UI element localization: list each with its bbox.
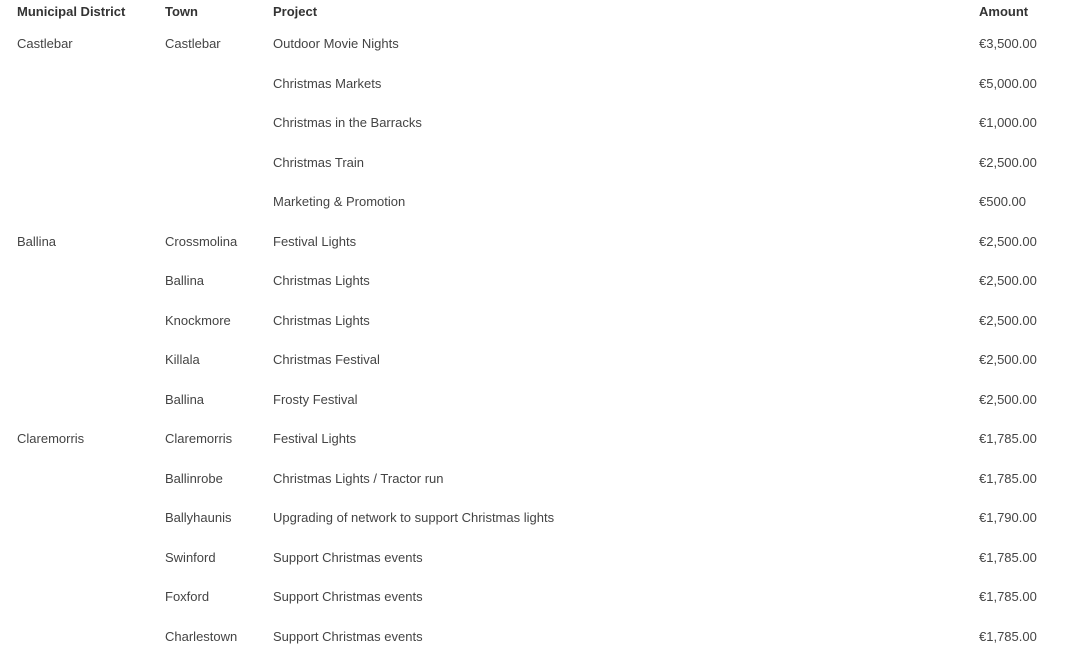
table-row: [0, 24, 1089, 64]
cell-amount: €1,785.00: [979, 589, 1037, 605]
cell-town: Ballina: [165, 391, 205, 407]
cell-project: Support Christmas events: [273, 589, 423, 605]
cell-town: Ballinrobe: [165, 470, 223, 486]
cell-project: Christmas Markets: [273, 75, 382, 91]
cell-amount: €2,500.00: [979, 273, 1037, 289]
cell-project: Festival Lights: [273, 431, 357, 447]
cell-amount: €1,785.00: [979, 628, 1037, 644]
cell-project: Support Christmas events: [273, 549, 423, 565]
cell-municipal-district: [0, 577, 165, 617]
table-row: [0, 143, 1089, 183]
cell-town: Claremorris: [165, 431, 233, 447]
header-amount: Amount: [979, 3, 1029, 19]
table-header-row: [0, 0, 1089, 24]
cell-municipal-district: Castlebar: [17, 36, 73, 52]
cell-project: Marketing & Promotion: [273, 194, 406, 210]
cell-project: Christmas in the Barracks: [273, 115, 422, 131]
cell-amount: €2,500.00: [979, 391, 1037, 407]
table-row: [0, 261, 1089, 301]
cell-municipal-district: [0, 261, 165, 301]
table-row: [0, 340, 1089, 380]
cell-project: Christmas Festival: [273, 352, 380, 368]
cell-town: Swinford: [165, 549, 216, 565]
table-row: [0, 301, 1089, 341]
cell-municipal-district: [0, 182, 165, 222]
cell-project: Christmas Lights / Tractor run: [273, 470, 444, 486]
cell-amount: €3,500.00: [979, 36, 1037, 52]
cell-municipal-district: Claremorris: [17, 431, 85, 447]
cell-town: Killala: [165, 352, 200, 368]
cell-town: Castlebar: [165, 36, 221, 52]
cell-municipal-district: [0, 301, 165, 341]
cell-municipal-district: [0, 617, 165, 657]
cell-town: Knockmore: [165, 312, 231, 328]
cell-town: [165, 64, 273, 104]
cell-amount: €2,500.00: [979, 154, 1037, 170]
header-town: Town: [165, 3, 198, 19]
table-row: [0, 222, 1089, 262]
cell-municipal-district: [0, 538, 165, 578]
cell-municipal-district: [0, 380, 165, 420]
cell-project: Outdoor Movie Nights: [273, 36, 399, 52]
cell-amount: €5,000.00: [979, 75, 1037, 91]
table-row: [0, 498, 1089, 538]
cell-project: Frosty Festival: [273, 391, 358, 407]
cell-amount: €1,785.00: [979, 549, 1037, 565]
cell-amount: €1,000.00: [979, 115, 1037, 131]
cell-amount: €2,500.00: [979, 312, 1037, 328]
cell-amount: €1,790.00: [979, 510, 1037, 526]
cell-town: Charlestown: [165, 628, 238, 644]
cell-amount: €1,785.00: [979, 431, 1037, 447]
cell-town: Ballina: [165, 273, 205, 289]
cell-project: Christmas Train: [273, 154, 365, 170]
table-row: [0, 380, 1089, 420]
table-row: [0, 103, 1089, 143]
cell-town: Foxford: [165, 589, 210, 605]
cell-amount: €2,500.00: [979, 352, 1037, 368]
cell-municipal-district: Ballina: [17, 233, 57, 249]
cell-municipal-district: [0, 143, 165, 183]
cell-town: [165, 103, 273, 143]
cell-municipal-district: [0, 459, 165, 499]
cell-amount: €1,785.00: [979, 470, 1037, 486]
cell-town: [165, 182, 273, 222]
cell-municipal-district: [0, 340, 165, 380]
cell-town: Ballyhaunis: [165, 510, 232, 526]
cell-town: [165, 143, 273, 183]
table-body: [0, 24, 1089, 656]
table-row: [0, 459, 1089, 499]
cell-amount: €500.00: [979, 194, 1026, 210]
cell-amount: €2,500.00: [979, 233, 1037, 249]
table-row: [0, 617, 1089, 657]
header-project: Project: [273, 3, 318, 19]
cell-municipal-district: [0, 498, 165, 538]
cell-project: Festival Lights: [273, 233, 357, 249]
cell-town: Crossmolina: [165, 233, 238, 249]
cell-municipal-district: [0, 64, 165, 104]
cell-project: Christmas Lights: [273, 312, 370, 328]
table-row: [0, 538, 1089, 578]
cell-project: Support Christmas events: [273, 628, 423, 644]
table-row: [0, 64, 1089, 104]
table-row: [0, 577, 1089, 617]
table-row: [0, 419, 1089, 459]
cell-project: Christmas Lights: [273, 273, 370, 289]
header-municipal-district: Municipal District: [17, 3, 126, 19]
cell-project: Upgrading of network to support Christmas lights: [273, 510, 555, 526]
cell-municipal-district: [0, 103, 165, 143]
table-row: [0, 182, 1089, 222]
